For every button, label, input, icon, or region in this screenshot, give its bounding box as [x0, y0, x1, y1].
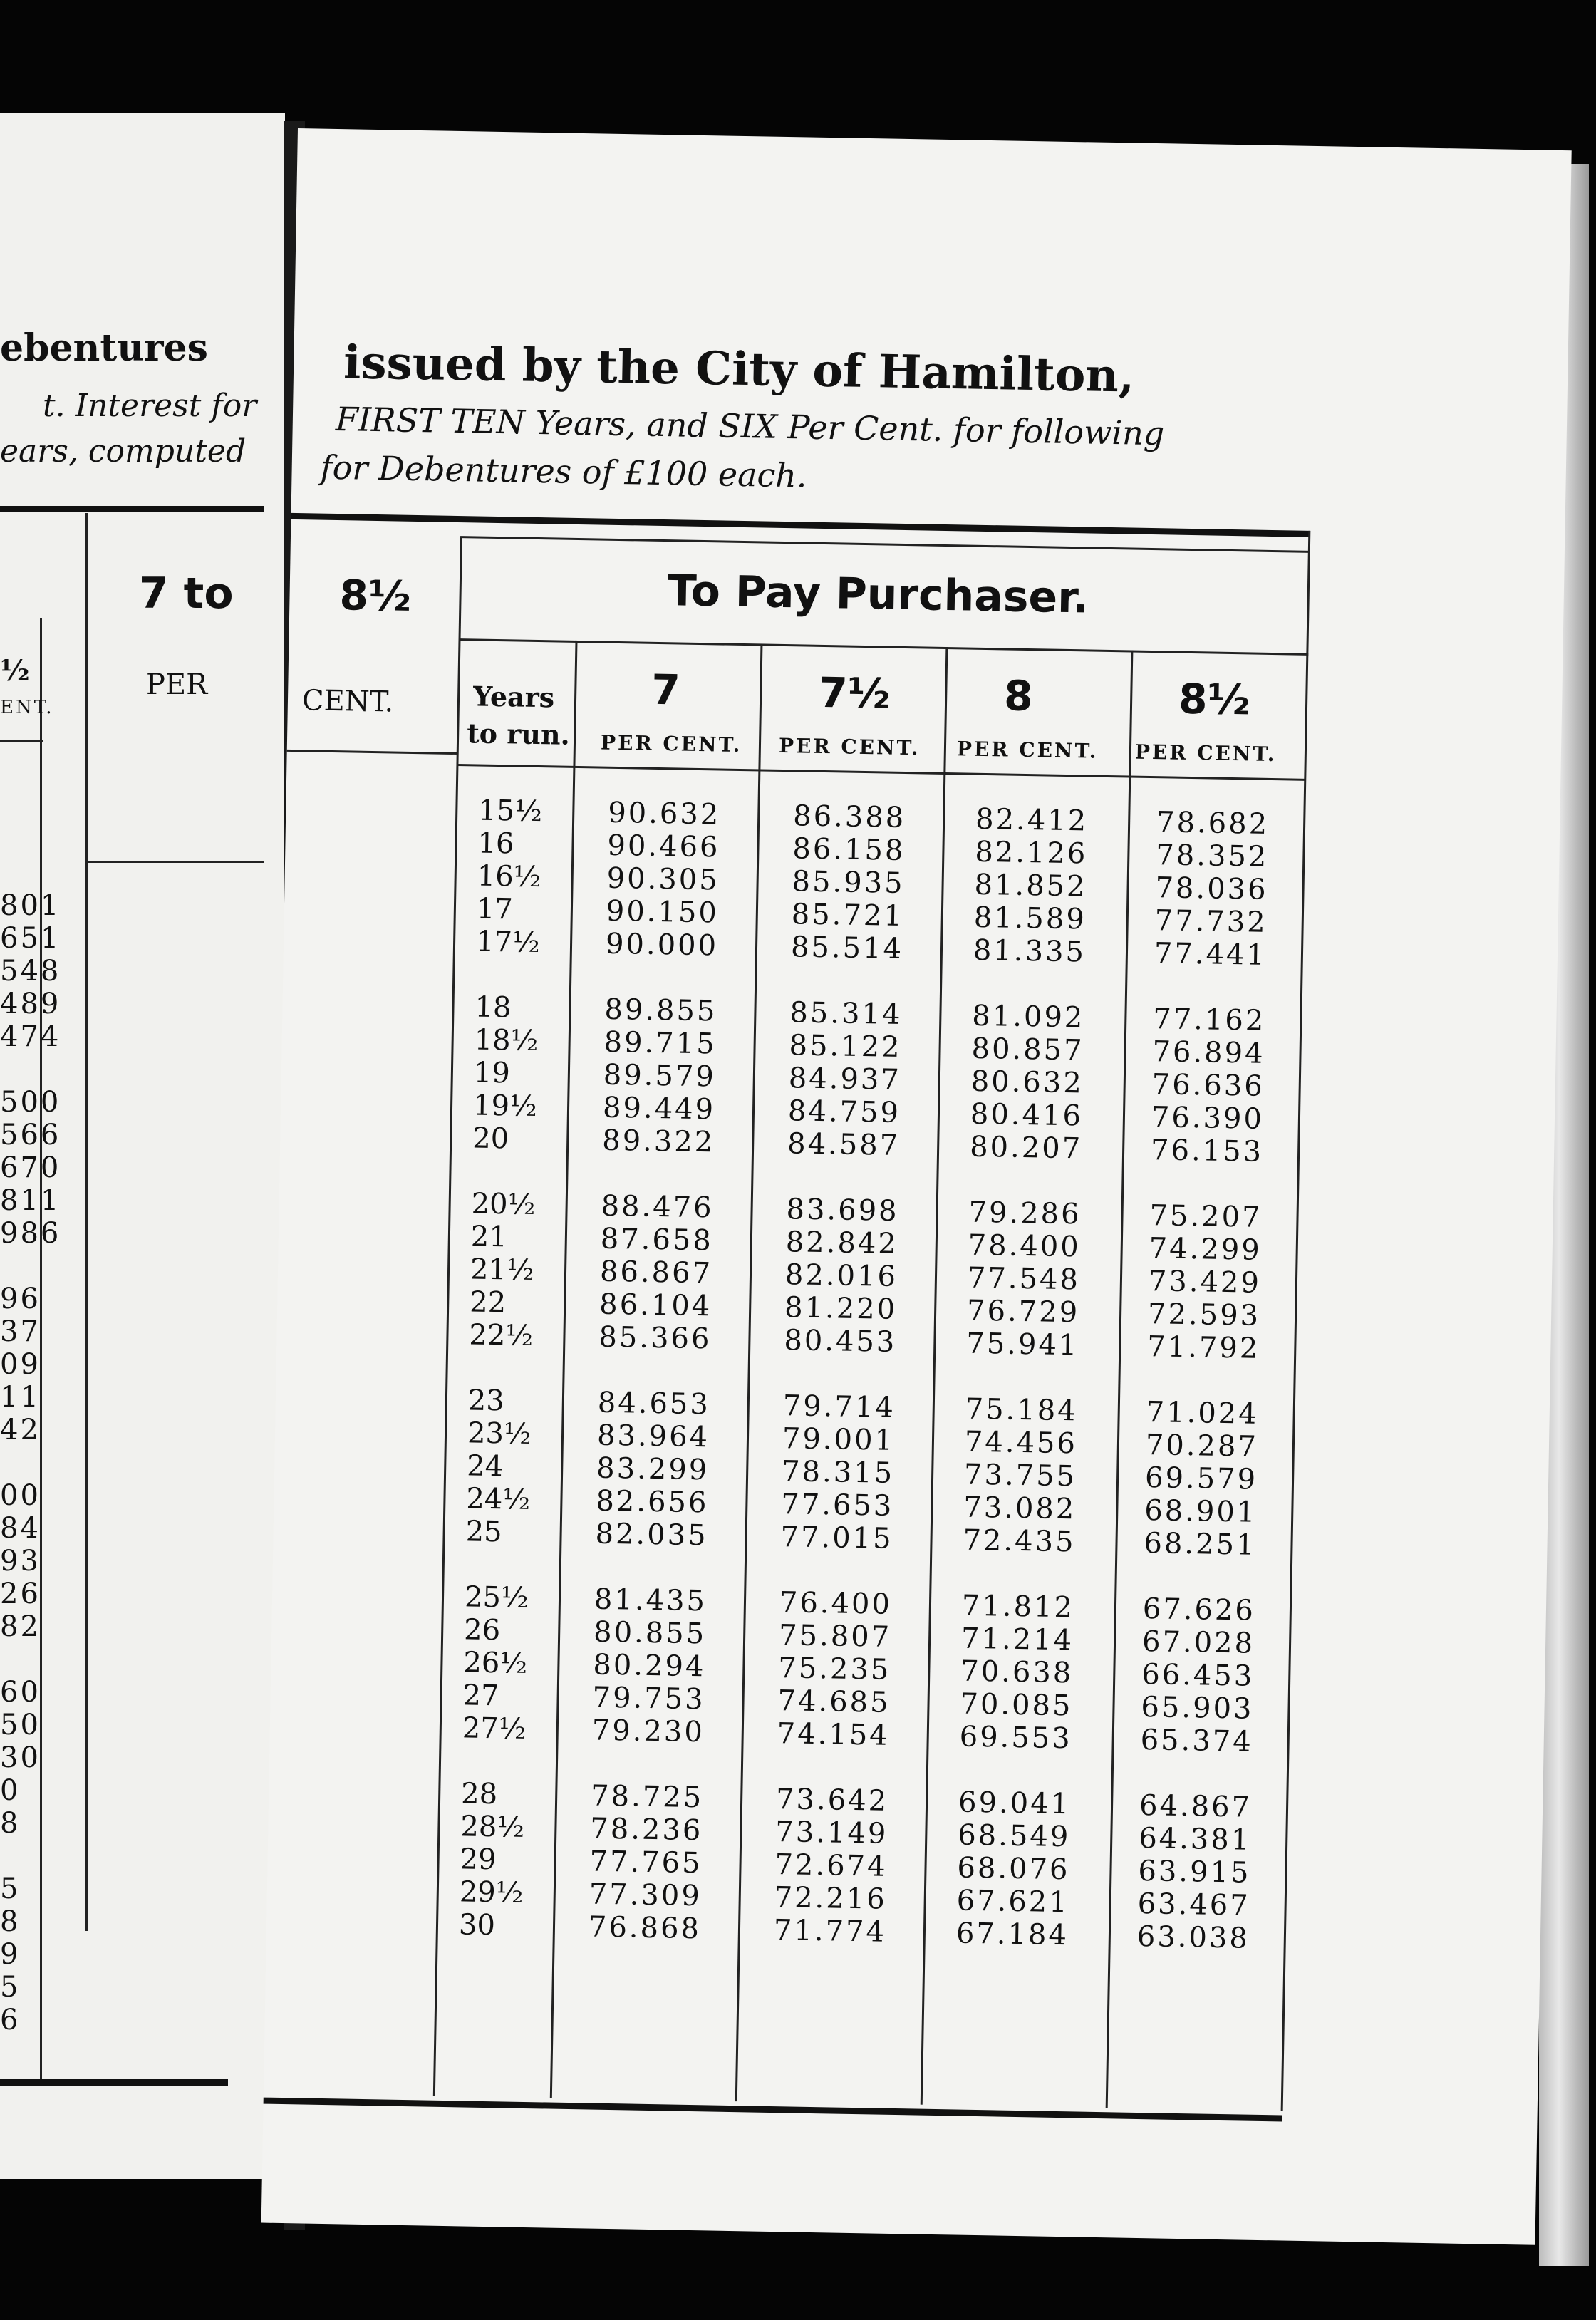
- value-cell: 76.729: [966, 1294, 1080, 1330]
- value-cell: 75.807: [778, 1619, 892, 1654]
- value-cell: 80.855: [593, 1615, 707, 1651]
- left-value-cell: 670: [0, 1151, 61, 1184]
- left-value-cell: 986: [0, 1217, 61, 1250]
- value-cell: 77.441: [1154, 937, 1268, 972]
- col-8h-sub: PER CENT.: [1134, 740, 1277, 767]
- value-cell: 78.682: [1156, 806, 1270, 841]
- value-cell: 63.915: [1138, 1854, 1251, 1890]
- years-column: [459, 794, 543, 1942]
- value-cell: 77.548: [967, 1261, 1081, 1297]
- years-cell: 30: [458, 1908, 496, 1942]
- value-cell: 79.230: [591, 1714, 705, 1749]
- value-cell: 71.214: [960, 1622, 1074, 1657]
- value-cell: 68.901: [1144, 1494, 1258, 1529]
- value-cell: 67.626: [1142, 1593, 1256, 1627]
- left-title-fragment: ebentures: [0, 326, 208, 370]
- left-value-cell: 30: [0, 1741, 41, 1774]
- left-col-7to: 7 to: [139, 569, 234, 618]
- value-cell: 81.220: [784, 1291, 898, 1326]
- value-cell: 75.235: [777, 1652, 891, 1687]
- years-cell: 22: [469, 1285, 507, 1320]
- value-cell: 82.126: [975, 835, 1088, 871]
- left-page: [0, 113, 285, 2179]
- years-cell: 15½: [477, 794, 543, 829]
- years-cell: 28½: [460, 1810, 525, 1844]
- value-cell: 64.867: [1139, 1788, 1253, 1824]
- value-cell: 82.842: [785, 1226, 899, 1260]
- left-value-cell: 5: [0, 1873, 21, 1905]
- value-cell: 80.857: [971, 1032, 1084, 1067]
- value-cell: 90.466: [607, 829, 720, 864]
- left-cent-head: ENT.: [0, 697, 54, 718]
- value-cell: 76.868: [588, 1910, 702, 1946]
- value-cell: 65.903: [1141, 1690, 1254, 1726]
- value-cell: 72.674: [774, 1848, 888, 1883]
- value-cell: 85.935: [792, 865, 905, 901]
- left-col-per: PER: [146, 668, 208, 701]
- value-cell: 73.642: [775, 1783, 889, 1818]
- years-cell: 18½: [474, 1023, 539, 1058]
- value-cell: 85.122: [789, 1029, 902, 1064]
- left-value-cell: 50: [0, 1709, 41, 1741]
- value-cell: 72.593: [1147, 1298, 1261, 1332]
- value-cell: 78.315: [781, 1455, 895, 1490]
- value-cell: 89.579: [603, 1058, 717, 1094]
- years-cell: 27: [462, 1679, 499, 1713]
- value-cell: 85.314: [789, 996, 903, 1031]
- left-value-cell: 84: [0, 1512, 41, 1545]
- value-cell: 69.553: [959, 1720, 1073, 1756]
- value-cell: 81.435: [594, 1583, 708, 1618]
- value-cell: 86.388: [792, 799, 906, 835]
- value-cell: 90.305: [606, 861, 720, 897]
- value-cell: 80.632: [970, 1065, 1084, 1100]
- value-cell: 80.453: [784, 1324, 897, 1359]
- value-cell: 77.309: [589, 1878, 703, 1913]
- value-cell: 82.412: [975, 802, 1089, 838]
- years-cell: 26: [463, 1613, 501, 1647]
- value-cell: 71.812: [961, 1589, 1075, 1625]
- left-value-cell: 5: [0, 1971, 21, 2004]
- col-8-values: [956, 803, 1089, 1952]
- value-cell: 77.162: [1152, 1003, 1266, 1037]
- value-cell: 89.322: [601, 1124, 715, 1159]
- value-cell: 72.435: [963, 1523, 1076, 1559]
- value-cell: 89.715: [603, 1025, 717, 1061]
- value-cell: 78.400: [968, 1228, 1082, 1264]
- value-cell: 75.207: [1149, 1199, 1263, 1234]
- value-cell: 73.149: [774, 1816, 888, 1850]
- col-8h-values: [1136, 806, 1269, 1955]
- value-cell: 89.449: [602, 1091, 716, 1127]
- value-cell: 68.076: [957, 1851, 1070, 1887]
- value-cell: 84.653: [597, 1386, 711, 1421]
- rate-cent-label: CENT.: [301, 684, 394, 719]
- value-cell: 78.352: [1155, 839, 1269, 874]
- value-cell: 74.299: [1149, 1232, 1263, 1267]
- value-cell: 78.036: [1155, 871, 1268, 906]
- col-7-values: [589, 797, 721, 1946]
- years-cell: 17½: [475, 925, 541, 960]
- years-cell: 28: [460, 1777, 498, 1811]
- left-value-cell: 811: [0, 1184, 61, 1217]
- value-cell: 71.774: [773, 1914, 887, 1949]
- value-cell: 85.721: [791, 898, 905, 933]
- value-cell: 90.632: [607, 796, 721, 832]
- value-cell: 81.589: [973, 901, 1087, 936]
- years-cell: 24½: [466, 1482, 531, 1516]
- years-cell: 20: [472, 1122, 509, 1156]
- left-value-cell: 09: [0, 1348, 41, 1381]
- col-divider-5: [1281, 653, 1309, 2111]
- left-value-cell: 00: [0, 1479, 41, 1512]
- value-cell: 86.104: [598, 1288, 712, 1323]
- years-header: Years: [472, 680, 555, 714]
- left-value-cell: 566: [0, 1119, 61, 1151]
- section-rule: [460, 638, 1307, 656]
- years-cell: 16: [477, 827, 514, 861]
- col-8h-rate: 8½: [1178, 674, 1251, 725]
- value-cell: 69.579: [1144, 1461, 1258, 1496]
- left-value-cell: 11: [0, 1381, 41, 1414]
- years-cell: 17: [476, 892, 514, 926]
- value-cell: 63.038: [1136, 1920, 1250, 1955]
- years-cell: 19: [473, 1056, 511, 1090]
- years-cell: 19½: [472, 1089, 538, 1124]
- value-cell: 80.416: [970, 1097, 1084, 1133]
- value-cell: 70.085: [960, 1687, 1073, 1723]
- value-cell: 79.001: [782, 1422, 896, 1457]
- value-cell: 88.476: [601, 1189, 715, 1225]
- value-cell: 83.698: [786, 1193, 899, 1228]
- value-cell: 75.184: [965, 1392, 1079, 1428]
- left-line3: ears, computed: [0, 433, 247, 470]
- years-cell: 29½: [459, 1875, 524, 1910]
- value-cell: 81.852: [974, 868, 1087, 903]
- years-cell: 23: [467, 1384, 505, 1418]
- value-cell: 84.937: [788, 1062, 902, 1097]
- col-7h-rate: 7½: [818, 668, 891, 718]
- col-divider-1: [550, 641, 578, 2098]
- left-rule-top: [0, 506, 264, 512]
- col-7h-values: [774, 799, 906, 1949]
- value-cell: 82.656: [596, 1484, 709, 1520]
- left-frac-head: ½: [0, 654, 30, 688]
- left-value-cell: 26: [0, 1578, 41, 1610]
- left-value-cell: 42: [0, 1414, 41, 1446]
- value-cell: 65.374: [1140, 1723, 1254, 1759]
- value-cell: 67.028: [1141, 1625, 1255, 1660]
- value-cell: 77.653: [780, 1488, 894, 1523]
- years-cell: 25: [465, 1515, 502, 1549]
- left-value-cell: 6: [0, 2004, 21, 2036]
- left-value-cell: 500: [0, 1086, 61, 1119]
- value-cell: 73.082: [963, 1491, 1077, 1526]
- value-cell: 84.759: [787, 1094, 901, 1129]
- value-cell: 82.016: [784, 1258, 898, 1293]
- years-cell: 18: [475, 990, 512, 1025]
- left-value-cell: 8: [0, 1807, 21, 1840]
- value-cell: 74.685: [777, 1684, 891, 1719]
- value-cell: 77.765: [589, 1845, 703, 1880]
- years-cell: 21: [470, 1220, 508, 1254]
- col-7-rate: 7: [651, 665, 681, 715]
- left-values-column: [0, 889, 61, 2036]
- col-7h-sub: PER CENT.: [778, 733, 921, 760]
- left-value-cell: 801: [0, 889, 61, 922]
- value-cell: 85.366: [598, 1320, 712, 1356]
- value-cell: 73.755: [963, 1458, 1077, 1493]
- col-8-rate: 8: [1003, 671, 1034, 721]
- col-divider-4: [1106, 651, 1134, 2108]
- header-bottom-rule: [457, 764, 1305, 781]
- value-cell: 76.894: [1152, 1035, 1265, 1070]
- left-value-cell: 489: [0, 988, 61, 1020]
- years-cell: 20½: [471, 1187, 536, 1222]
- col-7-sub: PER CENT.: [600, 730, 742, 757]
- col-8-sub: PER CENT.: [956, 737, 1099, 763]
- section-header: To Pay Purchaser.: [667, 566, 1089, 623]
- page-title: issued by the City of Hamilton,: [343, 336, 1135, 403]
- value-cell: 87.658: [600, 1222, 714, 1258]
- value-cell: 69.041: [958, 1786, 1072, 1821]
- value-cell: 78.725: [590, 1779, 704, 1815]
- left-value-cell: 96: [0, 1283, 41, 1315]
- table-divider-main: [433, 536, 462, 2096]
- value-cell: 82.035: [595, 1517, 708, 1553]
- years-cell: 24: [466, 1449, 504, 1483]
- value-cell: 86.158: [792, 832, 906, 868]
- value-cell: 71.792: [1146, 1330, 1260, 1365]
- left-value-cell: 8: [0, 1905, 21, 1938]
- table-top-rule: [291, 513, 1310, 537]
- rate-rule: [287, 750, 458, 755]
- value-cell: 70.287: [1145, 1429, 1259, 1464]
- value-cell: 77.015: [780, 1521, 893, 1555]
- years-cell: 26½: [463, 1646, 528, 1680]
- table-bottom-rule: [264, 2098, 1282, 2122]
- value-cell: 64.381: [1138, 1821, 1252, 1857]
- value-cell: 76.390: [1151, 1101, 1265, 1136]
- subtitle-line2: for Debentures of £100 each.: [320, 447, 808, 495]
- col-divider-2: [735, 643, 763, 2101]
- value-cell: 76.400: [779, 1586, 893, 1621]
- left-line2: t. Interest for: [43, 388, 257, 424]
- rate-label: 8½: [338, 571, 412, 621]
- value-cell: 90.000: [605, 927, 719, 963]
- value-cell: 70.638: [960, 1654, 1074, 1690]
- years-cell: 21½: [470, 1253, 535, 1288]
- value-cell: 66.453: [1141, 1658, 1255, 1693]
- left-value-cell: 82: [0, 1610, 41, 1643]
- value-cell: 75.941: [965, 1327, 1079, 1362]
- value-cell: 84.587: [787, 1127, 901, 1162]
- value-cell: 81.092: [972, 999, 1085, 1035]
- value-cell: 74.154: [777, 1717, 891, 1752]
- value-cell: 63.467: [1137, 1887, 1251, 1922]
- left-value-cell: 548: [0, 955, 61, 988]
- years-cell: 23½: [467, 1417, 532, 1451]
- value-cell: 78.236: [590, 1812, 703, 1848]
- value-cell: 76.636: [1151, 1068, 1265, 1103]
- years-cell: 16½: [477, 859, 542, 894]
- left-rule-b: [86, 861, 264, 863]
- value-cell: 80.294: [593, 1648, 706, 1684]
- col-divider-3: [921, 647, 948, 2105]
- value-cell: 83.299: [596, 1451, 710, 1487]
- value-cell: 79.714: [782, 1389, 896, 1424]
- right-page: [261, 128, 1572, 2245]
- value-cell: 83.964: [596, 1419, 710, 1454]
- table-top-rule-thin: [462, 536, 1310, 553]
- value-cell: 79.753: [592, 1681, 705, 1716]
- years-cell: 25½: [464, 1580, 529, 1615]
- left-rule-bottom: [0, 2079, 228, 2086]
- left-value-cell: 651: [0, 922, 61, 955]
- value-cell: 86.867: [599, 1255, 713, 1290]
- left-col-divider: [86, 513, 88, 1931]
- years-cell: 29: [460, 1843, 497, 1877]
- left-value-cell: 0: [0, 1774, 21, 1807]
- value-cell: 67.621: [956, 1884, 1070, 1920]
- value-cell: 68.251: [1144, 1527, 1257, 1562]
- subtitle-line1: FIRST TEN Years, and SIX Per Cent. for following: [335, 399, 1165, 453]
- value-cell: 90.150: [606, 894, 720, 930]
- value-cell: 72.216: [774, 1881, 888, 1916]
- value-cell: 68.549: [957, 1818, 1071, 1854]
- years-header-2: to run.: [466, 717, 571, 751]
- value-cell: 73.429: [1148, 1265, 1262, 1300]
- value-cell: 77.732: [1154, 904, 1268, 939]
- left-rule-a: [0, 740, 43, 742]
- left-value-cell: 60: [0, 1676, 41, 1709]
- left-value-cell: 93: [0, 1545, 41, 1578]
- value-cell: 89.855: [604, 993, 717, 1028]
- value-cell: 74.456: [964, 1425, 1078, 1461]
- left-value-cell: 37: [0, 1315, 41, 1348]
- value-cell: 79.286: [968, 1196, 1082, 1231]
- value-cell: 67.184: [955, 1917, 1069, 1952]
- table-right-border: [1306, 531, 1310, 656]
- value-cell: 85.514: [790, 931, 904, 966]
- left-value-cell: 9: [0, 1938, 21, 1971]
- value-cell: 81.335: [973, 933, 1087, 969]
- years-cell: 27½: [462, 1711, 527, 1746]
- value-cell: 76.153: [1150, 1134, 1264, 1169]
- value-cell: 71.024: [1146, 1396, 1260, 1431]
- left-value-cell: 474: [0, 1020, 61, 1053]
- value-cell: 80.207: [969, 1130, 1083, 1166]
- years-cell: 22½: [469, 1318, 534, 1353]
